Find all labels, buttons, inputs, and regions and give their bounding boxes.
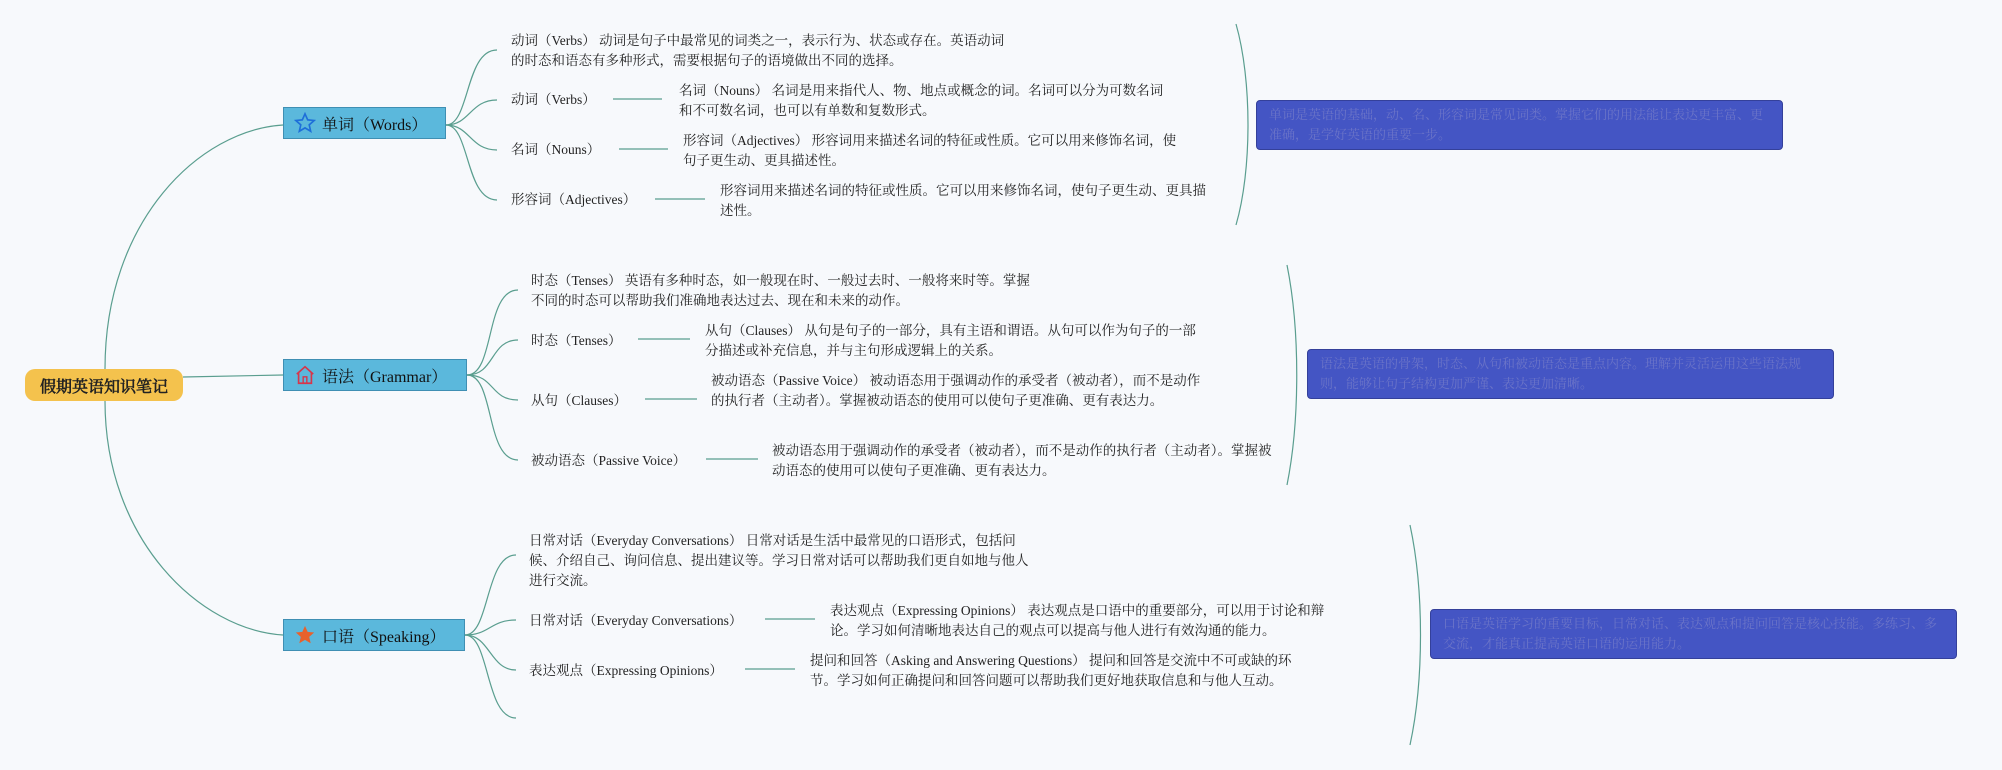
words-summary: 单词是英语的基础，动、名、形容词是常见词类。掌握它们的用法能让表达更丰富、更准确，是学好英语的重要一步。 xyxy=(1256,100,1783,150)
grammar-item-clauses[interactable]: 从句（Clauses） xyxy=(531,393,627,408)
words-item-nouns[interactable]: 名词（Nouns） xyxy=(511,142,601,157)
speaking-opinions-desc: 提问和回答（Asking and Answering Questions） 提问和回答是交流中不可或缺的环节。学习如何正确提问和回答问题可以帮助我们更好地获取信息和与他人互动。 xyxy=(810,653,1292,688)
topic-speaking[interactable] xyxy=(283,619,465,651)
star-outline-icon xyxy=(294,112,316,134)
star-filled-icon xyxy=(294,624,316,646)
grammar-detail: 时态（Tenses） 英语有多种时态，如一般现在时、一般过去时、一般将来时等。掌握不同的时态可以帮助我们准确地表达过去、现在和未来的动作。 xyxy=(531,273,1030,308)
grammar-passive-desc: 被动语态用于强调动作的承受者（被动者），而不是动作的执行者（主动者）。掌握被动语态的使用可以使句子更准确、更有表达力。 xyxy=(772,443,1272,478)
grammar-item-passive-voice[interactable]: 被动语态（Passive Voice） xyxy=(531,453,687,468)
grammar-item-tenses[interactable]: 时态（Tenses） xyxy=(531,333,622,348)
speaking-detail: 日常对话（Everyday Conversations） 日常对话是生活中最常见的口语形式，包括问候、介绍自己、询问信息、提出建议等。学习日常对话可以帮助我们更自如地与他人进行交流。 xyxy=(529,533,1029,588)
topic-grammar-label: 语法（Grammar） xyxy=(322,368,448,386)
speaking-conversations-desc: 表达观点（Expressing Opinions） 表达观点是口语中的重要部分，可以用于讨论和辩论。学习如何清晰地表达自己的观点可以提高与他人进行有效沟通的能力。 xyxy=(830,603,1325,638)
words-detail: 动词（Verbs） 动词是句子中最常见的词类之一，表示行为、状态或存在。英语动词的时态和语态有多种形式，需要根据句子的语境做出不同的选择。 xyxy=(511,33,1005,68)
root-label: 假期英语知识笔记 xyxy=(39,378,168,396)
grammar-summary: 语法是英语的骨架，时态、从句和被动语态是重点内容。理解并灵活运用这些语法规则，能够让句子结构更加严谨、表达更加清晰。 xyxy=(1307,349,1834,399)
grammar-tenses-desc: 从句（Clauses） 从句是句子的一部分，具有主语和谓语。从句可以作为句子的一部分描述或补充信息，并与主句形成逻辑上的关系。 xyxy=(705,323,1196,358)
topic-speaking-label: 口语（Speaking） xyxy=(322,628,446,646)
words-adjectives-desc: 形容词用来描述名词的特征或性质。它可以用来修饰名词，使句子更生动、更具描述性。 xyxy=(720,183,1206,218)
root-node[interactable] xyxy=(25,369,183,401)
words-nouns-desc: 形容词（Adjectives） 形容词用来描述名词的特征或性质。它可以用来修饰名词，使句子更生动、更具描述性。 xyxy=(683,133,1177,168)
words-item-verbs[interactable]: 动词（Verbs） xyxy=(511,92,596,107)
grammar-clauses-desc: 被动语态（Passive Voice） 被动语态用于强调动作的承受者（被动者），而不是动作的执行者（主动者）。掌握被动语态的使用可以使句子更准确、更有表达力。 xyxy=(711,373,1201,408)
speaking-item-expressing-opinions[interactable]: 表达观点（Expressing Opinions） xyxy=(529,663,723,678)
speaking-summary: 口语是英语学习的重要目标，日常对话、表达观点和提问回答是核心技能。多练习、多交流，才能真正提高英语口语的运用能力。 xyxy=(1430,609,1957,659)
topic-words[interactable] xyxy=(283,107,446,139)
speaking-item-everyday-conversations[interactable]: 日常对话（Everyday Conversations） xyxy=(529,613,743,628)
words-verbs-desc: 名词（Nouns） 名词是用来指代人、物、地点或概念的词。名词可以分为可数名词和不可数名词，也可以有单数和复数形式。 xyxy=(679,83,1164,118)
topic-grammar[interactable] xyxy=(283,359,467,391)
topic-words-label: 单词（Words） xyxy=(322,116,428,134)
words-item-adjectives[interactable]: 形容词（Adjectives） xyxy=(511,192,637,207)
house-icon xyxy=(294,364,316,386)
